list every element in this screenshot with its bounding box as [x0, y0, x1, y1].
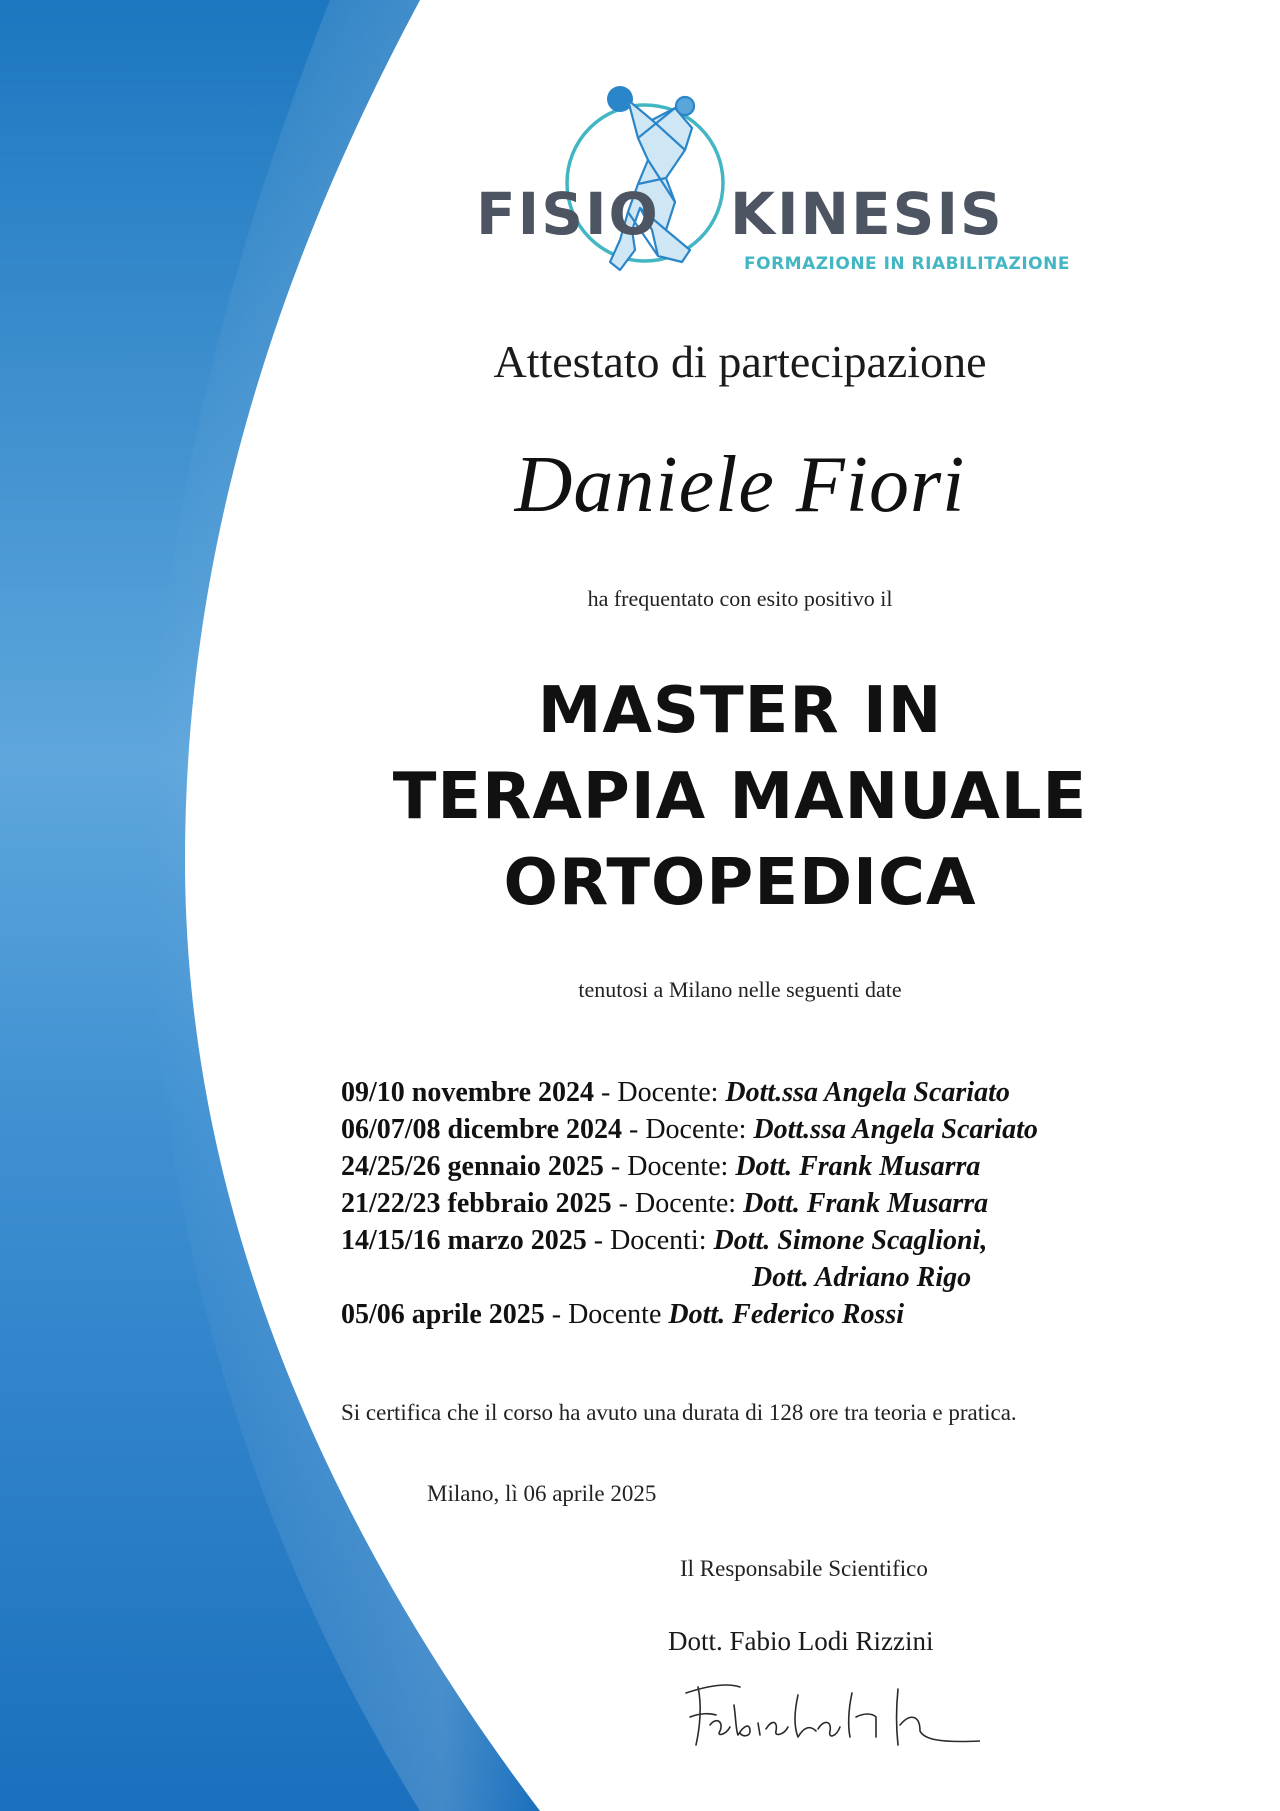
recipient-name: Daniele Fiori — [514, 441, 966, 529]
responsible-title: Il Responsabile Scientifico — [680, 1556, 928, 1581]
session-row — [341, 1222, 1241, 1259]
session-row — [341, 1111, 1241, 1148]
session-teacher: Dott. Frank Musarra — [735, 1151, 981, 1182]
place-date: Milano, lì 06 aprile 2025 — [427, 1481, 657, 1506]
session-label: - Docente: — [594, 1077, 726, 1108]
session-row — [341, 1074, 1241, 1111]
course-title — [340, 668, 1140, 926]
session-label: - Docente: — [622, 1114, 754, 1145]
session-teacher: Dott. Simone Scaglioni, — [713, 1225, 988, 1256]
responsible-name: Dott. Fabio Lodi Rizzini — [668, 1626, 934, 1656]
session-teacher: Dott. Frank Musarra — [743, 1188, 989, 1219]
location-text: tenutosi a Milano nelle seguenti date — [578, 977, 902, 1002]
session-row — [341, 1185, 1241, 1222]
session-teacher: Dott.ssa Angela Scariato — [725, 1077, 1010, 1108]
hours-statement: Si certifica che il corso ha avuto una durata di 128 ore tra teoria e pratica. — [341, 1400, 1017, 1425]
session-dates: 14/15/16 marzo 2025 — [341, 1225, 587, 1256]
session-row — [341, 1296, 1241, 1333]
course-title-line: MASTER IN — [537, 674, 943, 748]
session-label: - Docente — [544, 1299, 669, 1330]
certificate-title: Attestato di partecipazione — [493, 336, 987, 387]
logo-tagline: FORMAZIONE IN RIABILITAZIONE — [744, 254, 1070, 274]
session-label: - Docenti: — [586, 1225, 714, 1256]
session-dates: 21/22/23 febbraio 2025 — [341, 1188, 612, 1219]
logo-brand-left: FISIO — [476, 180, 660, 248]
session-row-continuation — [341, 1259, 1241, 1296]
session-dates: 06/07/08 dicembre 2024 — [341, 1114, 623, 1145]
session-teacher: Dott. Federico Rossi — [668, 1299, 905, 1330]
sessions-list — [341, 1074, 1241, 1333]
session-dates: 05/06 aprile 2025 — [341, 1299, 545, 1330]
session-label: - Docente: — [611, 1188, 744, 1219]
intro-text: ha frequentato con esito positivo il — [587, 586, 893, 611]
session-teacher: Dott. Adriano Rigo — [752, 1262, 972, 1293]
session-dates: 24/25/26 gennaio 2025 — [341, 1151, 604, 1182]
session-dates: 09/10 novembre 2024 — [341, 1077, 595, 1108]
session-row — [341, 1148, 1241, 1185]
session-teacher: Dott.ssa Angela Scariato — [753, 1114, 1038, 1145]
signature — [680, 1665, 980, 1755]
course-title-line: TERAPIA MANUALE — [392, 760, 1088, 834]
logo-brand-right: KINESIS — [730, 180, 1004, 248]
session-label: - Docente: — [603, 1151, 736, 1182]
course-title-line: ORTOPEDICA — [503, 846, 977, 920]
